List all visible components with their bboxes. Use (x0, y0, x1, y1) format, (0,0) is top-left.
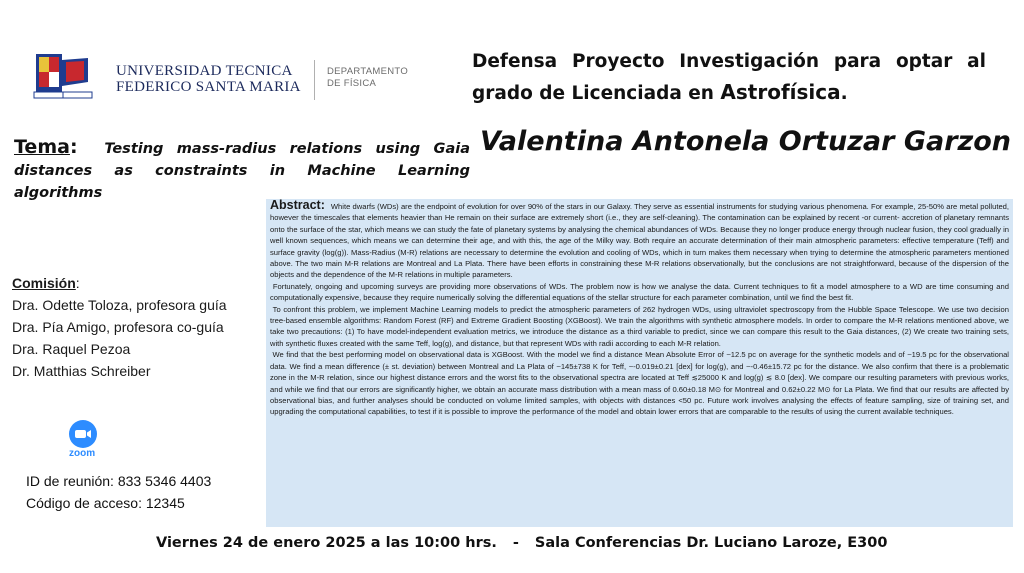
meeting-id: ID de reunión: 833 5346 4403 (26, 473, 212, 489)
abstract-paragraph (270, 304, 1009, 350)
committee-member: Dr. Matthias Schreiber (12, 363, 151, 379)
abstract-box (266, 199, 1013, 527)
defense-title-line1: Defensa Proyecto Investigación para optar al (472, 51, 986, 72)
abstract-label: Abstract: (270, 198, 325, 212)
committee-heading (12, 272, 227, 294)
abstract-paragraph-text: To confront this problem, we implement Machine Learning models to predict the atmospheric parameters of 262 hydrogen WDs, using ultraviolet spectroscopy from the Hubble Space Telescope. We use two decision tree-based ensemble algorithms: Random Forest (RF) and Extreme Gradient Boosting (XGBoost). We train the algorithms with synthetic atmosphere models. In order to compare the M-R relations mentioned above, we take two precautions: (1) To have model-independent evaluation metrics, we introduce the distance as a third variable to predict, since we can compare this result to the Gaia distances, (2) We create two training sets, with synthetic fluxes created with the same Teff, log(g), and distance, but that represent WDs with radii according to each M-R relation. (270, 304, 1009, 348)
defense-title-line2 (472, 80, 848, 104)
defense-title-degree: Astrofísica (720, 80, 841, 104)
abstract-paragraph (270, 281, 1009, 304)
defense-title-period: . (840, 83, 848, 104)
event-venue: Sala Conferencias Dr. Luciano Laroze, E300 (534, 535, 888, 551)
thesis-topic (14, 136, 470, 204)
crest-icon (34, 54, 92, 98)
department-line2: DE FÍSICA (327, 78, 377, 89)
meeting-info (26, 470, 211, 514)
committee-member: Dra. Pía Amigo, profesora co-guía (12, 319, 224, 335)
committee-member: Dra. Odette Toloza, profesora guía (12, 297, 227, 313)
committee-heading-label: Comisión (12, 275, 76, 291)
event-details (156, 535, 887, 551)
abstract-paragraph-text: Fortunately, ongoing and upcoming surveys are providing more observations of WDs. The problem now is how we analyse the data. Current techniques to fit a model atmosphere to a WD are time consuming and computationally expensive, because they require numerically solving the differential equations of the stellar structure for each parameter combination, until we find the best fit. (270, 281, 1009, 303)
university-name (116, 63, 301, 95)
meeting-code: Código de acceso: 12345 (26, 495, 185, 511)
committee-member: Dra. Raquel Pezoa (12, 341, 131, 357)
department-name (327, 66, 408, 90)
university-crest-logo (26, 52, 106, 104)
defense-title (472, 46, 986, 109)
abstract-paragraph (270, 200, 1009, 281)
abstract-paragraph-text: We find that the best performing model on observational data is XGBoost. With the model we find a distance Mean Absolute Error of ~12.5 pc on average for the synthetic models and of ~19.5 pc for the observational data. We find a mean difference (± st. deviation) between Montreal and La Plata of ~145±738 K for Teff, ~-0.019±0.21 [dex] for log(g), and ~-0.46±15.72 pc for the distance. We also confirm that there is a problematic zone in the M-R relation, since our highest distance errors and the worst fits to the observational spectra are located at Teff ≲25000 K and log(g) ≲ 8.0 [dex]. We compare our resulting parameters with previous works, and while we find that our errors are significantly higher, we obtain an accurate mass distribution with a mean mass of 0.60±0.18 M⊙ for Montreal and 0.62±0.22 M⊙ for La Plata. We find that our results are affected by observational bias, and further analyses should be conducted on volume limited samples, with objects with distances <50 pc. Future work involves analysing the effects of feature sampling, size of training set, and upgrading the computational capabilities, to test if it is possible to improve the performance of the model and obtain lower errors that are comparable to the results of using the current available techniques. (270, 350, 1009, 417)
topic-label: Tema (14, 136, 70, 158)
university-name-line1: UNIVERSIDAD TECNICA (116, 63, 293, 79)
zoom-label: zoom (69, 448, 96, 459)
topic-colon: : (69, 136, 78, 158)
committee-heading-colon: : (75, 275, 80, 291)
university-name-line2: FEDERICO SANTA MARIA (116, 79, 301, 95)
event-separator: - (512, 535, 519, 551)
zoom-video-icon (69, 420, 97, 448)
topic-title: Testing mass-radius relations using Gaia distances as constraints in Machine Learning algorithms (14, 141, 470, 201)
abstract-paragraph (270, 349, 1009, 417)
event-date: Viernes 24 de enero 2025 a las 10:00 hrs. (156, 535, 497, 551)
logo-divider (314, 60, 315, 100)
candidate-name: Valentina Antonela Ortuzar Garzon (480, 126, 1012, 157)
committee (12, 272, 227, 382)
department-line1: DEPARTAMENTO (327, 66, 409, 77)
abstract-paragraph-text: White dwarfs (WDs) are the endpoint of evolution for over 90% of the stars in our Galaxy. They serve as essential instruments for studying various phenomena. For example, 25-50% are metal polluted, however the timescales that elements heavier than He remain on their surface are extremely short (i.e., they are self-cleaning). The contamination can be explained by recent -or current- accretion of planetary remnants onto the surface of the star, which means we can study the fate of planetary systems by analysing the chemical abundances of WDs. Because they no longer produce energy through nuclear fusion, they cool gradually in well known sequences, which means we can determine their age, and with this, the age of the Milky way. Both require an accurate determination of their main atmospheric parameters: effective temperature (Teff) and surface gravity (log(g)). Mass-Radius (M-R) relations are necessary to determine the evolution and cooling of WDs, which in turn makes them necessary when trying to determine the atmospheric parameters mentioned above. The two main M-R relations are Montreal and La Plata. There have been efforts in constraining these M-R relations observationally, but the conclusions are not straightforward, because of the dispersion of the objects and the dependence of the M-R relations in multiple parameters. (270, 202, 1009, 280)
defense-title-line2-prefix: grado de Licenciada en (472, 83, 721, 104)
